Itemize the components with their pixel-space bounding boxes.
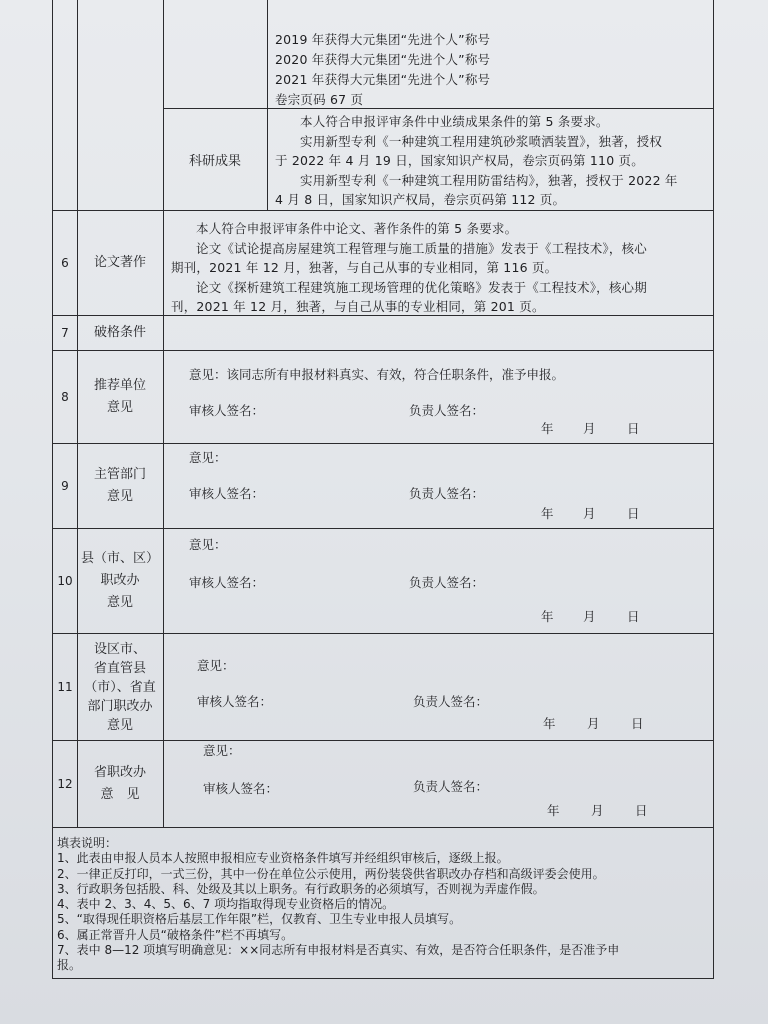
date-month: 月 [583,421,596,436]
date-day: 日 [627,609,640,624]
research-subrow [163,108,713,210]
row-label [77,529,164,633]
leader-signature-label: 负责人签名： [413,694,489,709]
label-line: 意见 [106,400,133,415]
row-number: 8 [53,351,78,443]
paper-line: 刊，2021 年 12 月，独著，与自己从事的专业相同，第 201 页。 [171,299,545,314]
research-line: 4 月 8 日，国家知识产权局，卷宗页码第 112 页。 [275,192,566,207]
column-divider [163,316,164,350]
row-label [77,444,164,528]
paper-line: 期刊，2021 年 12 月，独著，与自己从事的专业相同，第 116 页。 [171,260,558,275]
date-day: 日 [635,803,648,818]
papers-content [171,219,705,317]
column-divider [163,444,164,528]
reviewer-signature-label: 审核人签名： [189,486,265,501]
instruction-item: 1、此表由申报人员本人按照申报相应专业资格条件填写并经组织审核后，逐级上报。 [57,851,509,866]
honor-line: 卷宗页码 67 页 [275,92,364,107]
date-year: 年 [541,609,554,624]
honors-list [275,30,705,110]
label-line: 省直管县 [93,660,146,676]
paper-line: 论文《试论提高房屋建筑工程管理与施工质量的措施》发表于《工程技术》，核心 [196,240,647,256]
paper-line: 论文《探析建筑工程建筑施工现场管理的优化策略》发表于《工程技术》，核心期 [196,279,647,295]
opinion-text: 意见： [197,658,235,673]
date-day: 日 [631,716,644,731]
label-line: 省职改办 [93,765,146,780]
honors-label-cell [163,0,268,108]
opinion-text: 意见： [203,743,241,758]
label-line: 意 见 [100,787,140,802]
date-month: 月 [583,609,596,624]
honor-line: 2019 年获得大元集团“先进个人”称号 [275,32,491,47]
label-line: 设区市、 [93,641,146,657]
leader-signature-label: 负责人签名： [409,575,485,590]
reviewer-signature-label: 审核人签名： [189,575,265,590]
reviewer-signature-label: 审核人签名： [203,781,279,796]
honor-line: 2020 年获得大元集团“先进个人”称号 [275,52,491,67]
label-line: 意见 [106,595,133,610]
date-month: 月 [583,506,596,521]
date-year: 年 [547,803,560,818]
opinion-text: 意见： [189,537,227,552]
application-form-table [52,0,714,979]
row-number: 6 [53,211,78,315]
date-month: 月 [591,803,604,818]
column-divider [163,529,164,633]
instruction-item: 报。 [57,958,82,973]
label-line: 意见 [106,489,133,504]
row-7-exceptional [53,316,713,351]
honors-subrow [163,0,713,109]
honor-line: 2021 年获得大元集团“先进个人”称号 [275,72,491,87]
research-line: 实用新型专利《一种建筑工程用防雷结构》，独著，授权于 2022 年 [300,172,678,188]
date-year: 年 [541,506,554,521]
row-number-cell [53,0,78,210]
label-line: 推荐单位 [93,378,146,393]
leader-signature-label: 负责人签名： [409,486,485,501]
instruction-item: 4、表中 2、3、4、5、6、7 项均指取得现专业资格后的情况。 [57,897,395,912]
instruction-item: 5、“取得现任职资格后基层工作年限”栏，仅教育、卫生专业申报人员填写。 [57,912,462,927]
row-10-county-office [53,529,713,634]
research-line: 于 2022 年 4 月 19 日，国家知识产权局，卷宗页码第 110 页。 [275,153,644,168]
reviewer-signature-label: 审核人签名： [189,403,265,418]
column-divider [163,741,164,827]
research-line: 本人符合申报评审条件中业绩成果条件的第 5 条要求。 [300,114,609,129]
row-number: 12 [53,741,78,827]
row-number: 11 [53,634,78,740]
label-line: （市）、省直 [84,679,156,695]
column-divider [163,634,164,740]
leader-signature-label: 负责人签名： [413,779,489,794]
date-day: 日 [627,506,640,521]
date-year: 年 [541,421,554,436]
research-label: 科研成果 [163,108,268,210]
row-number: 7 [53,316,78,350]
row-8-recommender [53,351,713,444]
opinion-text: 意见： [189,450,227,465]
instructions-title: 填表说明： [57,836,118,850]
opinion-text: 意见：该同志所有申报材料真实、有效，符合任职条件，准予申报。 [189,367,565,382]
row-12-province-office [53,741,713,828]
research-content [275,112,705,210]
row-label [77,634,164,740]
leader-signature-label: 负责人签名： [409,403,485,418]
row-number: 10 [53,529,78,633]
label-line: 县（市、区） [80,551,159,566]
row-number: 9 [53,444,78,528]
instruction-item: 3、行政职务包括股、科、处级及其以上职务。有行政职务的必须填写，否则视为弄虚作假。 [57,881,545,896]
label-line: 主管部门 [93,467,146,482]
category-cell [77,0,164,210]
instruction-item: 7、表中 8—12 项填写明确意见：××同志所有申报材料是否真实、有效，是否符合任职条件，是否准予申 [57,943,620,958]
column-divider [163,211,164,315]
column-divider [163,351,164,443]
row-label [77,351,164,443]
instruction-item: 6、属正常晋升人员“破格条件”栏不再填写。 [57,927,294,942]
label-line: 意见 [106,717,133,733]
label-line: 部门职改办 [87,698,153,714]
reviewer-signature-label: 审核人签名： [197,694,273,709]
label-line: 职改办 [100,573,140,588]
row-11-city-office [53,634,713,741]
instruction-item: 2、一律正反打印，一式三份，其中一份在单位公示使用，两份装袋供省职改办存档和高级评委会使用。 [57,866,605,881]
research-line: 实用新型专利《一种建筑工程用建筑砂浆喷洒装置》，独著，授权 [300,133,663,149]
date-year: 年 [543,716,556,731]
date-month: 月 [587,716,600,731]
row-label [77,741,164,827]
row-label: 破格条件 [77,316,164,350]
row-label: 论文著作 [77,211,164,315]
fill-instructions [53,828,713,979]
row-9-department [53,444,713,529]
achievements-row [53,0,713,211]
row-6-papers [53,211,713,316]
paper-line: 本人符合申报评审条件中论文、著作条件的第 5 条要求。 [196,221,518,236]
date-day: 日 [627,421,640,436]
